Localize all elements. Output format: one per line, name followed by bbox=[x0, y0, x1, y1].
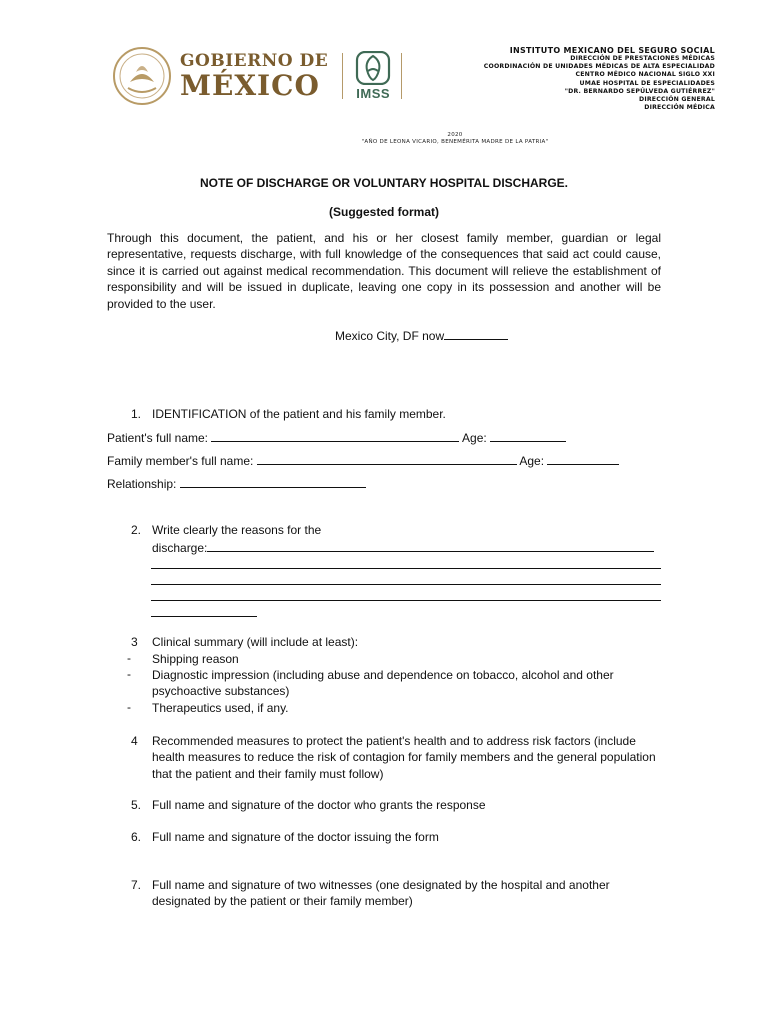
institution-line: UMAE HOSPITAL DE ESPECIALIDADES bbox=[579, 79, 715, 87]
logo-divider-2 bbox=[401, 53, 402, 99]
year-motto bbox=[350, 132, 560, 146]
relationship-label: Relationship: bbox=[107, 477, 180, 491]
reason-line[interactable] bbox=[151, 616, 257, 617]
section7-number: 7. bbox=[131, 878, 142, 892]
place-label: Mexico City, DF now bbox=[335, 329, 445, 343]
section6-text: Full name and signature of the doctor issuing the form bbox=[152, 830, 439, 844]
document-title: NOTE OF DISCHARGE OR VOLUNTARY HOSPITAL DISCHARGE. bbox=[199, 176, 569, 190]
bullet-mark: - bbox=[127, 667, 131, 681]
institution-line: "DR. BERNARDO SEPÚLVEDA GUTIÉRREZ" bbox=[564, 87, 715, 95]
section2-line1: Write clearly the reasons for the bbox=[152, 523, 322, 537]
clinical-bullet: Diagnostic impression (including abuse and dependence on tobacco, alcohol and other psychoactive substances) bbox=[152, 668, 614, 699]
year: 2020 bbox=[447, 132, 463, 138]
section5-number: 5. bbox=[131, 798, 142, 812]
institution-line: CENTRO MÉDICO NACIONAL SIGLO XXI bbox=[575, 71, 715, 79]
reason-line[interactable] bbox=[151, 568, 661, 569]
discharge-label: discharge: bbox=[152, 541, 208, 555]
section1-number: 1. bbox=[131, 407, 142, 421]
family-name-label: Family member's full name: bbox=[107, 454, 257, 468]
family-age-field[interactable] bbox=[547, 452, 619, 465]
patient-name-field[interactable] bbox=[211, 429, 459, 442]
government-logo bbox=[112, 46, 402, 106]
section2-number: 2. bbox=[131, 523, 142, 537]
place-date bbox=[335, 327, 508, 343]
intro-paragraph: Through this document, the patient, and his or her closest family member, guardian or legal representative, requests discharge, with full knowledge of the consequences that said act could cause, since it is carried out against medical recommendation. This document will relieve the establishment of responsibility and will be issued in duplicate, leaving one copy in its possession and another will be provided to the user. bbox=[107, 231, 661, 311]
clinical-bullet: Therapeutics used, if any. bbox=[152, 701, 289, 715]
section3-heading: Clinical summary (will include at least): bbox=[152, 635, 359, 649]
clinical-bullet: Shipping reason bbox=[152, 652, 239, 666]
section2-line2 bbox=[152, 539, 654, 556]
institution-block bbox=[484, 46, 715, 112]
date-blank[interactable] bbox=[444, 327, 508, 340]
section4-text: Recommended measures to protect the patient's health and to address risk factors (include health measures to reduce the risk of contagion for family members and the general population that the patient and their family must follow) bbox=[152, 734, 656, 781]
bullet-mark: - bbox=[127, 700, 131, 714]
institution-line: DIRECCIÓN GENERAL bbox=[638, 96, 715, 104]
logo-divider bbox=[342, 53, 343, 99]
patient-name-label: Patient's full name: bbox=[107, 431, 212, 445]
patient-name-row bbox=[107, 429, 566, 446]
imss-label: IMSS bbox=[356, 86, 391, 101]
family-name-field[interactable] bbox=[257, 452, 517, 465]
section1-heading: IDENTIFICATION of the patient and his family member. bbox=[152, 407, 446, 421]
section6-number: 6. bbox=[131, 830, 142, 844]
institution-line: COORDINACIÓN DE UNIDADES MÉDICAS DE ALTA ESPECIALIDAD bbox=[483, 63, 715, 71]
section7-text: Full name and signature of two witnesses (one designated by the hospital and another designated by the patient or their family member) bbox=[152, 878, 610, 909]
section3-number: 3 bbox=[131, 635, 138, 649]
relationship-field[interactable] bbox=[180, 475, 366, 488]
reason-line[interactable] bbox=[151, 600, 661, 601]
motto: "AÑO DE LEONA VICARIO, BENEMÉRITA MADRE DE LA PATRIA" bbox=[361, 139, 549, 145]
document-subtitle: (Suggested format) bbox=[328, 205, 439, 219]
bullet-mark: - bbox=[127, 651, 131, 665]
patient-age-label: Age: bbox=[459, 431, 491, 445]
section5-text: Full name and signature of the doctor who grants the response bbox=[152, 798, 486, 812]
institution-line: DIRECCIÓN DE PRESTACIONES MÉDICAS bbox=[570, 55, 715, 62]
discharge-reason-field[interactable] bbox=[207, 539, 654, 552]
family-age-label: Age: bbox=[516, 454, 548, 468]
mexico-seal-icon bbox=[112, 46, 172, 106]
patient-age-field[interactable] bbox=[490, 429, 566, 442]
imss-logo bbox=[355, 51, 391, 101]
section4-number: 4 bbox=[131, 734, 138, 748]
family-name-row bbox=[107, 452, 619, 469]
gob-line2: MÉXICO bbox=[180, 68, 320, 102]
institution-line: DIRECCIÓN MÉDICA bbox=[644, 104, 715, 112]
relationship-row bbox=[107, 475, 366, 492]
gob-line1: GOBIERNO DE bbox=[180, 50, 329, 71]
reason-line[interactable] bbox=[151, 584, 661, 585]
imss-emblem-icon bbox=[355, 51, 391, 85]
institution-name: INSTITUTO MEXICANO DEL SEGURO SOCIAL bbox=[509, 46, 715, 55]
